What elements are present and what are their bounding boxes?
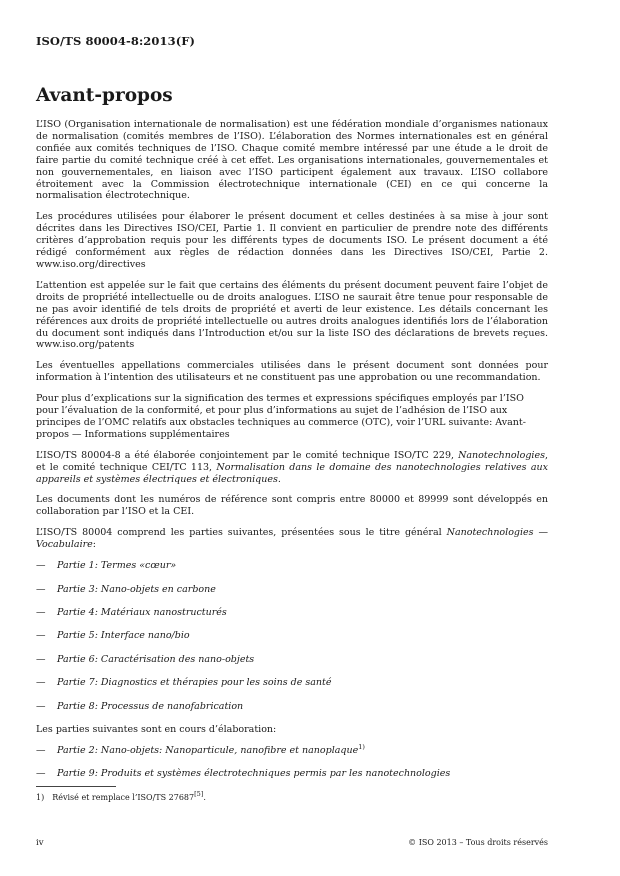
list-item-text: Partie 8: Processus de nanofabrication <box>57 700 244 712</box>
committees-tc113-title: Normalisation dans le domaine des nanotechnologies relatives aux appareils et systèmes électriques et électroniques <box>36 461 548 485</box>
document-id: ISO/TS 80004-8:2013(F) <box>36 34 196 48</box>
list-item <box>36 560 548 572</box>
list-item-text: Partie 3: Nano-objets en carbone <box>57 583 216 595</box>
paragraph-trade-names: Les éventuelles appellations commerciales utilisées dans le présent document sont données pour information à l’intention des utilisateurs et ne constituent pas une approbation ou une recommandation. <box>36 360 548 384</box>
document-page <box>36 34 548 803</box>
footnote-mark: 1) <box>36 792 45 802</box>
list-item <box>36 630 548 642</box>
list-item-text: Partie 9: Produits et systèmes électrotechniques permis par les nanotechnologies <box>57 767 451 779</box>
paragraph-procedures: Les procédures utilisées pour élaborer le présent document et celles destinées à sa mise à jour sont décrites dans les Directives ISO/CEI, Partie 1. Il convient en particulier de prendre note des différents critères d’approbation requis pour les différents types de documents ISO. Le présent document a été rédigé conformément aux règles de rédaction données dans les Directives ISO/CEI, Partie 2. www.iso.org/directives <box>36 211 548 270</box>
list-item-text: Partie 7: Diagnostics et thérapies pour les soins de santé <box>57 677 332 689</box>
footnote <box>36 789 548 803</box>
list-item <box>36 584 548 596</box>
list-dash: — <box>36 583 46 595</box>
paragraph-in-development: Les parties suivantes sont en cours d’élaboration: <box>36 723 277 735</box>
paragraph-patents: L’attention est appelée sur le fait que certains des éléments du présent document peuvent faire l’objet de droits de propriété intellectuelle ou de droits analogues. L’ISO ne saurait être tenue pour responsable de ne pas avoir identifié de tels droits de propriété et averti de leur existence. Les détails concernant les références aux droits de propriété intellectuelle ou autres droits analogues identifiés lors de l’élaboration du document sont indiqués dans l’Introduction et/ou sur la liste ISO des déclarations de brevets reçues. www.iso.org/patents <box>36 279 548 351</box>
copyright-notice: © ISO 2013 – Tous droits réservés <box>408 838 548 847</box>
foreword-body <box>36 119 548 780</box>
list-dash: — <box>36 606 46 618</box>
paragraph-conformity: Pour plus d’explications sur la signification des termes et expressions spécifiques employés par l’ISO pour l’évaluation de la conformité, et pour plus d’informations au sujet de l’adhésion de l’ISO aux principes de l’OMC relatifs aux obstacles techniques au commerce (OTC), voir l’URL suivante: Avant-propos — Informations supplémentaires <box>36 393 526 440</box>
list-dash: — <box>36 560 46 572</box>
bibliography-reference[interactable]: [5] <box>194 789 204 798</box>
footnote-text: Révisé et remplace l’ISO/TS 27687 <box>52 792 195 802</box>
list-dash: — <box>36 653 46 665</box>
footnote-divider <box>36 786 116 787</box>
list-item <box>36 742 548 757</box>
paragraph-parts-intro <box>36 527 548 551</box>
parts-intro-text: L’ISO/TS 80004 comprend les parties suivantes, présentées sous le titre général <box>36 527 447 539</box>
list-dash: — <box>36 744 46 756</box>
paragraph-committees <box>36 450 548 486</box>
footnote-reference[interactable]: 1) <box>358 742 365 751</box>
list-dash: — <box>36 630 46 642</box>
committees-text-3: . <box>277 473 281 485</box>
list-item <box>36 654 548 666</box>
parts-general-title: Nanotechnologies — Vocabulaire <box>36 527 548 551</box>
committees-text-2: , et le comité technique CEI/TC 113, <box>36 449 548 473</box>
list-item <box>36 701 548 713</box>
section-title: Avant-propos <box>36 85 173 106</box>
list-item-text: Partie 2: Nano-objets: Nanoparticule, nanofibre et nanoplaque <box>57 744 359 756</box>
list-item-text: Partie 1: Termes «cœur» <box>57 560 177 572</box>
page-number: iv <box>36 838 44 848</box>
list-item-text: Partie 5: Interface nano/bio <box>57 630 190 642</box>
in-development-list <box>36 742 548 780</box>
list-dash: — <box>36 767 46 779</box>
paragraph-reference-numbers: Les documents dont les numéros de référence sont compris entre 80000 et 89999 sont développés en collaboration par l’ISO et la CEI. <box>36 494 548 518</box>
list-item <box>36 768 548 780</box>
footnote-end: . <box>203 792 206 802</box>
committees-tc229-title: Nanotechnologies <box>458 449 545 461</box>
committees-text-1: L’ISO/TS 80004-8 a été élaborée conjointement par le comité technique ISO/TC 229, <box>36 449 459 461</box>
list-dash: — <box>36 700 46 712</box>
list-dash: — <box>36 677 46 689</box>
paragraph-iso-intro: L’ISO (Organisation internationale de normalisation) est une fédération mondiale d’organismes nationaux de normalisation (comités membres de l’ISO). L’élaboration des Normes internationales est en général confiée aux comités techniques de l’ISO. Chaque comité membre intéressé par une étude a le droit de faire partie du comité technique créé à cet effet. Les organisations internationales, gouvernementales et non gouvernementales, en liaison avec l’ISO participent également aux travaux. L’ISO collabore étroitement avec la Commission électrotechnique internationale (CEI) en ce qui concerne la normalisation électrotechnique. <box>36 119 548 202</box>
list-item <box>36 607 548 619</box>
parts-intro-colon: : <box>92 539 96 551</box>
list-item-text: Partie 4: Matériaux nanostructurés <box>57 606 227 618</box>
list-item <box>36 677 548 689</box>
list-item-text: Partie 6: Caractérisation des nano-objets <box>57 653 255 665</box>
parts-list <box>36 560 548 712</box>
